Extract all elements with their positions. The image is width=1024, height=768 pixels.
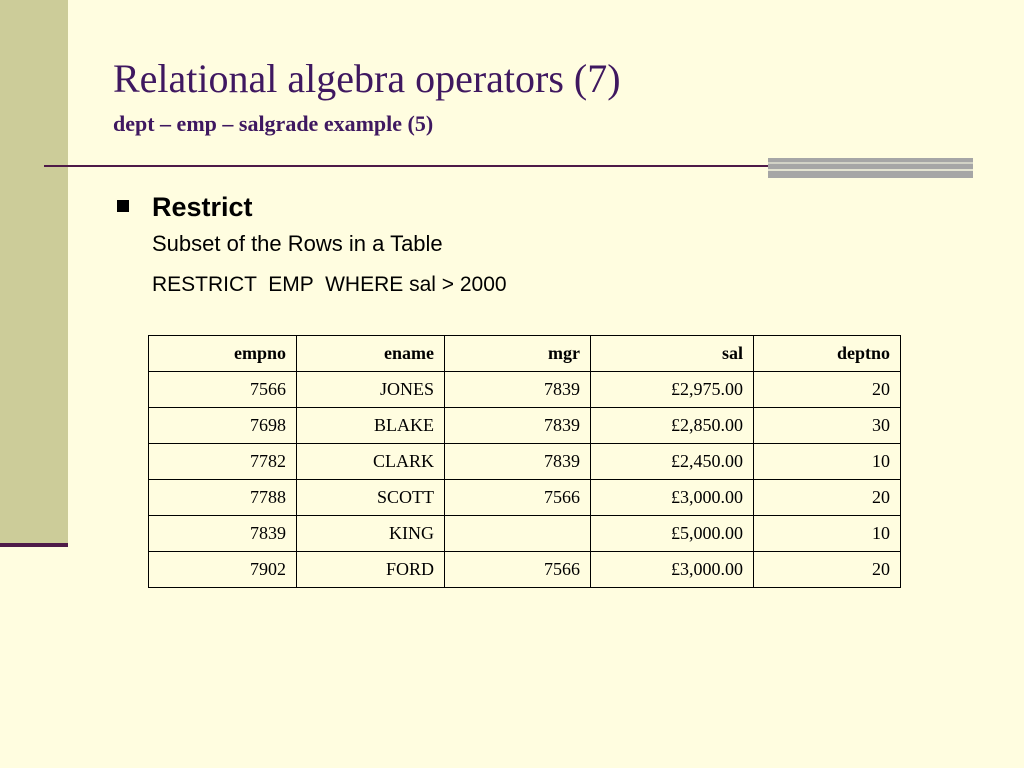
- column-header-deptno: deptno: [754, 336, 901, 372]
- cell-ename: BLAKE: [297, 408, 445, 444]
- table-row: [149, 480, 901, 516]
- cell-empno: 7902: [149, 552, 297, 588]
- cell-sal: £2,975.00: [591, 372, 754, 408]
- left-accent-rule: [0, 543, 68, 547]
- cell-sal: £3,000.00: [591, 480, 754, 516]
- table-row: [149, 444, 901, 480]
- table-row: [149, 372, 901, 408]
- cell-ename: KING: [297, 516, 445, 552]
- cell-ename: FORD: [297, 552, 445, 588]
- decorative-stripe-band: [768, 158, 973, 178]
- cell-deptno: 20: [754, 372, 901, 408]
- cell-deptno: 10: [754, 516, 901, 552]
- left-accent-bar: [0, 0, 68, 544]
- cell-mgr: [445, 516, 591, 552]
- table-row: [149, 552, 901, 588]
- cell-mgr: 7839: [445, 408, 591, 444]
- emp-result-table: [148, 335, 901, 588]
- bullet-heading: Restrict: [152, 192, 253, 222]
- cell-mgr: 7839: [445, 372, 591, 408]
- cell-ename: JONES: [297, 372, 445, 408]
- cell-sal: £5,000.00: [591, 516, 754, 552]
- cell-sal: £2,450.00: [591, 444, 754, 480]
- table-row: [149, 408, 901, 444]
- cell-mgr: 7566: [445, 480, 591, 516]
- cell-empno: 7839: [149, 516, 297, 552]
- cell-empno: 7566: [149, 372, 297, 408]
- square-bullet-icon: [117, 200, 129, 212]
- column-header-ename: ename: [297, 336, 445, 372]
- slide-subtitle: dept – emp – salgrade example (5): [113, 111, 434, 136]
- table-row: [149, 516, 901, 552]
- restrict-query: RESTRICT EMP WHERE sal > 2000: [152, 273, 507, 296]
- bullet-description: Subset of the Rows in a Table: [152, 231, 443, 256]
- cell-empno: 7788: [149, 480, 297, 516]
- cell-deptno: 20: [754, 552, 901, 588]
- slide-title: Relational algebra operators (7): [113, 56, 621, 101]
- column-header-empno: empno: [149, 336, 297, 372]
- cell-deptno: 30: [754, 408, 901, 444]
- cell-deptno: 10: [754, 444, 901, 480]
- cell-sal: £3,000.00: [591, 552, 754, 588]
- column-header-sal: sal: [591, 336, 754, 372]
- cell-ename: CLARK: [297, 444, 445, 480]
- cell-empno: 7782: [149, 444, 297, 480]
- header-divider: [44, 165, 769, 167]
- cell-mgr: 7566: [445, 552, 591, 588]
- cell-ename: SCOTT: [297, 480, 445, 516]
- table-header-row: [149, 336, 901, 372]
- cell-deptno: 20: [754, 480, 901, 516]
- column-header-mgr: mgr: [445, 336, 591, 372]
- cell-mgr: 7839: [445, 444, 591, 480]
- cell-empno: 7698: [149, 408, 297, 444]
- cell-sal: £2,850.00: [591, 408, 754, 444]
